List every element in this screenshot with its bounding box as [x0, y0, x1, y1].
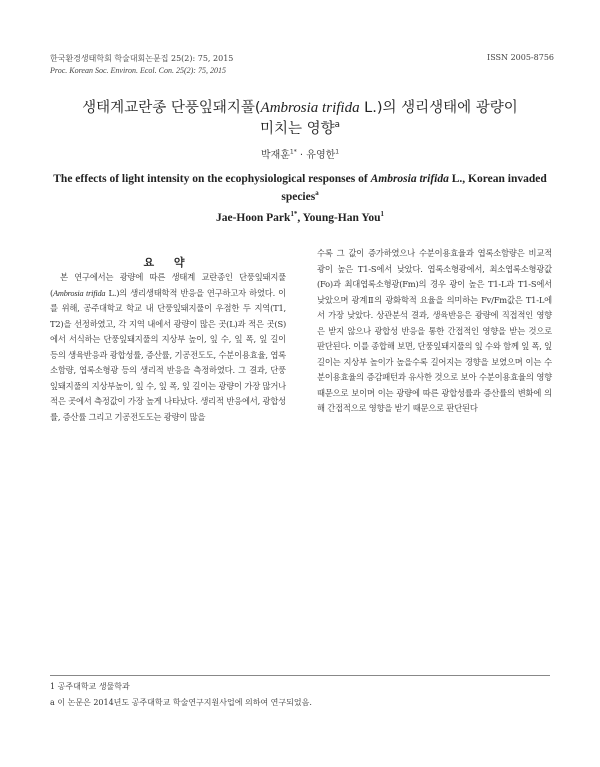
title-ko-scientific-name: Ambrosia trifida: [260, 100, 360, 116]
author-1-en-mark: 1*: [290, 211, 298, 219]
author-separator-en: ,: [297, 212, 303, 224]
abstract-left-post: L.)의 생리생태학적 반응을 연구하고자 하였다. 이를 위해, 공주대학교 학교 내 단풍잎돼지풀이 우점한 두 지역(T1, T2)을 선정하였고, 각 지역 내에서 광량이 많은 곳(L)과 적은 곳(S)에서 서식하는 단풍잎돼지풀의 지상부 높이, 잎 수, 잎 폭, 잎 길이 등의 생육반응과 광합성률, 증산률, 기공전도도, 수분이용효율, 엽록소함량, 엽록소형광 등의 생리적 반응을 측정하였다. 그 결과, 단풍잎돼지풀의 지상부높이, 잎 수, 잎 폭, 잎 길이는 광량이 가장 많거나 적은 곳에서 측정값이 가장 높게 나타났다. 생리적 반응에서, 광합성률, 증산률 그리고 기공전도도는 광량이 많을: [50, 287, 286, 422]
footnote-affiliation: [50, 681, 130, 692]
title-en-note-mark: a: [315, 190, 319, 198]
author-2-ko: 유영한: [306, 150, 336, 161]
journal-name-ko: 한국환경생태학회 학술대회논문집 25(2): 75, 2015: [50, 54, 234, 63]
abstract-paragraph-left: [50, 270, 286, 425]
footnote-funding-mark: a: [50, 698, 55, 707]
abstract-left-pre: 본 연구에서는 광량에 따른 생태계 교란종인 단풍잎돼지풀(: [50, 272, 286, 298]
abstract-left-column: [50, 270, 286, 425]
authors-korean: [0, 146, 600, 161]
author-1-ko-mark: 1*: [289, 148, 297, 156]
footnote-divider: [50, 675, 550, 676]
footnote-funding-text: 이 논문은 2014년도 공주대학교 학술연구지원사업에 의하여 연구되었음.: [57, 698, 312, 707]
title-ko-line2: 미치는 영향: [260, 121, 335, 137]
author-separator-ko: ·: [299, 150, 304, 161]
issn: ISSN 2005-8756: [487, 53, 554, 62]
title-ko-pre: 생태계교란종 단풍잎돼지풀(: [82, 100, 261, 116]
title-english: [42, 170, 558, 206]
title-en-post: L., Korean invaded species: [281, 173, 547, 203]
title-ko-note-mark: a: [334, 120, 340, 131]
footnote-funding: [50, 697, 312, 708]
title-korean: [40, 98, 560, 140]
abstract-scientific-name: Ambrosia trifida: [53, 288, 106, 298]
author-2-en-mark: 1: [380, 211, 384, 219]
title-ko-mid: L.)의 생리생태에 광량이: [359, 100, 518, 116]
abstract-heading: 요 약: [143, 256, 193, 269]
author-1-ko: 박재훈: [260, 150, 290, 161]
journal-name-en: Proc. Korean Soc. Environ. Ecol. Con. 25(2): 75, 2015: [50, 66, 226, 75]
title-en-pre: The effects of light intensity on the ecophysiological responses of: [53, 173, 371, 185]
footnote-affiliation-text: 공주대학교 생물학과: [57, 682, 130, 691]
authors-english: [0, 212, 600, 224]
author-1-en: Jae-Hoon Park: [216, 212, 291, 224]
author-2-en: Young-Han You: [302, 212, 381, 224]
abstract-right-column: [317, 246, 552, 417]
author-2-ko-mark: 1: [335, 148, 340, 156]
abstract-paragraph-right: 수록 그 값이 증가하였으나 수분이용효율과 엽록소함량은 비교적 광이 높은 T1-S에서 낮았다. 엽록소형광에서, 최소엽록소형광값(Fo)과 최대엽록소형광(Fm)의 경우 광이 높은 T1-L과 T1-S에서 낮았으며 광계Ⅱ의 광화학적 요율을 의미하는 Fv/Fm값은 T1-L에서 가장 낮았다. 상관분석 결과, 생육반응은 광량에 직접적인 영향은 받지 않으나 광합성 반응을 통한 간접적인 영향을 받는 것으로 판단된다. 이를 종합해 보면, 단풍잎돼지풀의 잎 수와 함께 잎 폭, 잎 길이는 지상부 높이가 높을수록 길어지는 경향을 보였으며 이는 수분이용효율의 증감패턴과 유사한 것으로 보아 수분이용효율의 영향 때문으로 보이며 이는 광량에 따른 광합성률과 증산률의 변화에 의해 간접적으로 영향을 받기 때문으로 판단된다: [317, 248, 552, 413]
footnote-affiliation-mark: 1: [50, 682, 56, 691]
title-en-scientific-name: Ambrosia trifida: [370, 173, 449, 185]
